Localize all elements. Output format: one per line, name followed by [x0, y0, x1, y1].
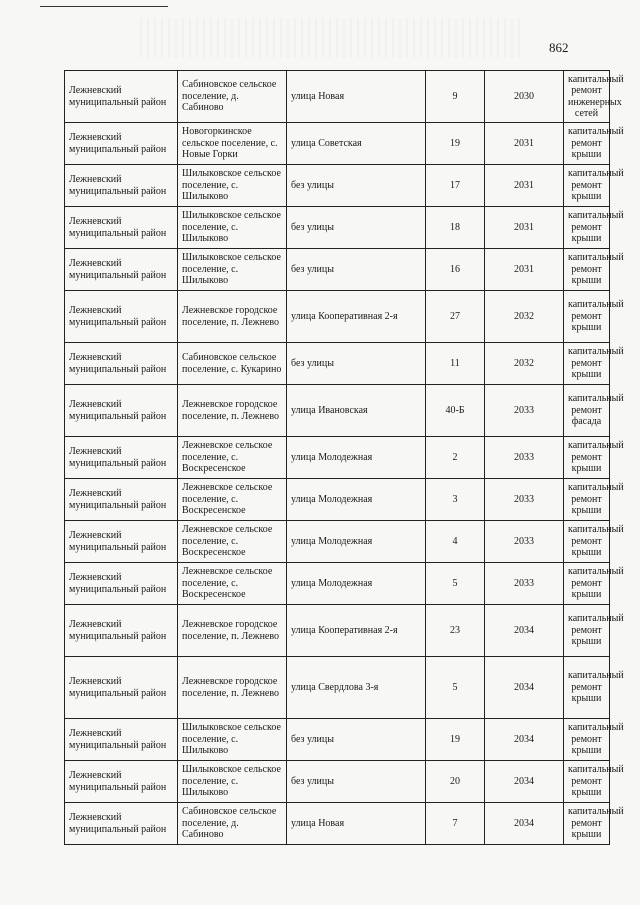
house-number-cell: 19 [426, 719, 485, 761]
table-row [65, 165, 610, 207]
year-cell: 2034 [485, 719, 564, 761]
district-cell: Лежневский муниципальный район [65, 563, 178, 605]
street-cell: улица Советская [287, 123, 426, 165]
work-type-cell: капитальный ремонт крыши [564, 343, 610, 385]
work-type-cell: капитальный ремонт крыши [564, 479, 610, 521]
work-type-cell: капитальный ремонт крыши [564, 719, 610, 761]
street-cell: без улицы [287, 761, 426, 803]
house-number-cell: 20 [426, 761, 485, 803]
work-type-cell: капитальный ремонт фасада [564, 385, 610, 437]
year-cell: 2034 [485, 657, 564, 719]
table-row [65, 385, 610, 437]
table-row [65, 761, 610, 803]
settlement-cell: Лежневское городское поселение, п. Лежнево [178, 605, 287, 657]
table-row [65, 71, 610, 123]
street-cell: улица Молодежная [287, 563, 426, 605]
house-number-cell: 4 [426, 521, 485, 563]
settlement-cell: Шилыковское сельское поселение, с. Шилыково [178, 249, 287, 291]
settlement-cell: Лежневское сельское поселение, с. Воскресенское [178, 521, 287, 563]
house-number-cell: 18 [426, 207, 485, 249]
work-type-cell: капитальный ремонт крыши [564, 657, 610, 719]
year-cell: 2033 [485, 479, 564, 521]
year-cell: 2033 [485, 437, 564, 479]
table-row [65, 803, 610, 845]
top-rule [40, 6, 168, 7]
street-cell: без улицы [287, 249, 426, 291]
district-cell: Лежневский муниципальный район [65, 605, 178, 657]
settlement-cell: Сабиновское сельское поселение, с. Кукарино [178, 343, 287, 385]
district-cell: Лежневский муниципальный район [65, 385, 178, 437]
work-type-cell: капитальный ремонт крыши [564, 249, 610, 291]
work-type-cell: капитальный ремонт крыши [564, 291, 610, 343]
house-number-cell: 16 [426, 249, 485, 291]
year-cell: 2031 [485, 123, 564, 165]
work-type-cell: капитальный ремонт крыши [564, 123, 610, 165]
year-cell: 2031 [485, 207, 564, 249]
street-cell: улица Ивановская [287, 385, 426, 437]
work-type-cell: капитальный ремонт инженерных сетей [564, 71, 610, 123]
house-number-cell: 40-Б [426, 385, 485, 437]
year-cell: 2033 [485, 563, 564, 605]
street-cell: улица Кооперативная 2-я [287, 605, 426, 657]
street-cell: без улицы [287, 719, 426, 761]
table-row [65, 521, 610, 563]
work-type-cell: капитальный ремонт крыши [564, 563, 610, 605]
year-cell: 2034 [485, 761, 564, 803]
table-row [65, 291, 610, 343]
house-number-cell: 17 [426, 165, 485, 207]
house-number-cell: 7 [426, 803, 485, 845]
district-cell: Лежневский муниципальный район [65, 165, 178, 207]
table-row [65, 719, 610, 761]
work-type-cell: капитальный ремонт крыши [564, 437, 610, 479]
district-cell: Лежневский муниципальный район [65, 657, 178, 719]
district-cell: Лежневский муниципальный район [65, 761, 178, 803]
work-type-cell: капитальный ремонт крыши [564, 207, 610, 249]
repair-schedule-table [64, 70, 624, 845]
settlement-cell: Шилыковское сельское поселение, с. Шилыково [178, 761, 287, 803]
settlement-cell: Лежневское сельское поселение, с. Воскресенское [178, 479, 287, 521]
settlement-cell: Лежневское городское поселение, п. Лежнево [178, 657, 287, 719]
settlement-cell: Сабиновское сельское поселение, д. Сабиново [178, 71, 287, 123]
district-cell: Лежневский муниципальный район [65, 291, 178, 343]
settlement-cell: Шилыковское сельское поселение, с. Шилыково [178, 207, 287, 249]
year-cell: 2034 [485, 605, 564, 657]
district-cell: Лежневский муниципальный район [65, 71, 178, 123]
settlement-cell: Лежневское сельское поселение, с. Воскресенское [178, 437, 287, 479]
house-number-cell: 11 [426, 343, 485, 385]
table-row [65, 207, 610, 249]
table-row [65, 563, 610, 605]
table-row [65, 249, 610, 291]
street-cell: без улицы [287, 343, 426, 385]
street-cell: без улицы [287, 165, 426, 207]
district-cell: Лежневский муниципальный район [65, 479, 178, 521]
district-cell: Лежневский муниципальный район [65, 719, 178, 761]
house-number-cell: 23 [426, 605, 485, 657]
year-cell: 2030 [485, 71, 564, 123]
district-cell: Лежневский муниципальный район [65, 343, 178, 385]
year-cell: 2033 [485, 521, 564, 563]
street-cell: улица Молодежная [287, 521, 426, 563]
district-cell: Лежневский муниципальный район [65, 123, 178, 165]
work-type-cell: капитальный ремонт крыши [564, 165, 610, 207]
district-cell: Лежневский муниципальный район [65, 437, 178, 479]
work-type-cell: капитальный ремонт крыши [564, 521, 610, 563]
settlement-cell: Новогоркинское сельское поселение, с. Новые Горки [178, 123, 287, 165]
street-cell: улица Свердлова 3-я [287, 657, 426, 719]
work-type-cell: капитальный ремонт крыши [564, 761, 610, 803]
house-number-cell: 19 [426, 123, 485, 165]
table-row [65, 479, 610, 521]
table-row [65, 605, 610, 657]
district-cell: Лежневский муниципальный район [65, 803, 178, 845]
table-body [65, 71, 624, 845]
table-row [65, 343, 610, 385]
street-cell: без улицы [287, 207, 426, 249]
table-row [65, 657, 610, 719]
district-cell: Лежневский муниципальный район [65, 521, 178, 563]
settlement-cell: Сабиновское сельское поселение, д. Сабиново [178, 803, 287, 845]
district-cell: Лежневский муниципальный район [65, 249, 178, 291]
house-number-cell: 9 [426, 71, 485, 123]
house-number-cell: 5 [426, 563, 485, 605]
street-cell: улица Молодежная [287, 479, 426, 521]
settlement-cell: Лежневское городское поселение, п. Лежнево [178, 291, 287, 343]
settlement-cell: Лежневское сельское поселение, с. Воскресенское [178, 563, 287, 605]
work-type-cell: капитальный ремонт крыши [564, 605, 610, 657]
table-row [65, 123, 610, 165]
street-cell: улица Молодежная [287, 437, 426, 479]
page-number: 862 [549, 40, 569, 55]
table-row [65, 437, 610, 479]
year-cell: 2033 [485, 385, 564, 437]
house-number-cell: 5 [426, 657, 485, 719]
district-cell: Лежневский муниципальный район [65, 207, 178, 249]
year-cell: 2032 [485, 343, 564, 385]
house-number-cell: 3 [426, 479, 485, 521]
street-cell: улица Новая [287, 803, 426, 845]
house-number-cell: 27 [426, 291, 485, 343]
settlement-cell: Шилыковское сельское поселение, с. Шилыково [178, 165, 287, 207]
year-cell: 2034 [485, 803, 564, 845]
settlement-cell: Лежневское городское поселение, п. Лежнево [178, 385, 287, 437]
work-type-cell: капитальный ремонт крыши [564, 803, 610, 845]
year-cell: 2032 [485, 291, 564, 343]
header-scan-artifact [140, 18, 520, 58]
settlement-cell: Шилыковское сельское поселение, с. Шилыково [178, 719, 287, 761]
street-cell: улица Новая [287, 71, 426, 123]
house-number-cell: 2 [426, 437, 485, 479]
year-cell: 2031 [485, 249, 564, 291]
year-cell: 2031 [485, 165, 564, 207]
street-cell: улица Кооперативная 2-я [287, 291, 426, 343]
